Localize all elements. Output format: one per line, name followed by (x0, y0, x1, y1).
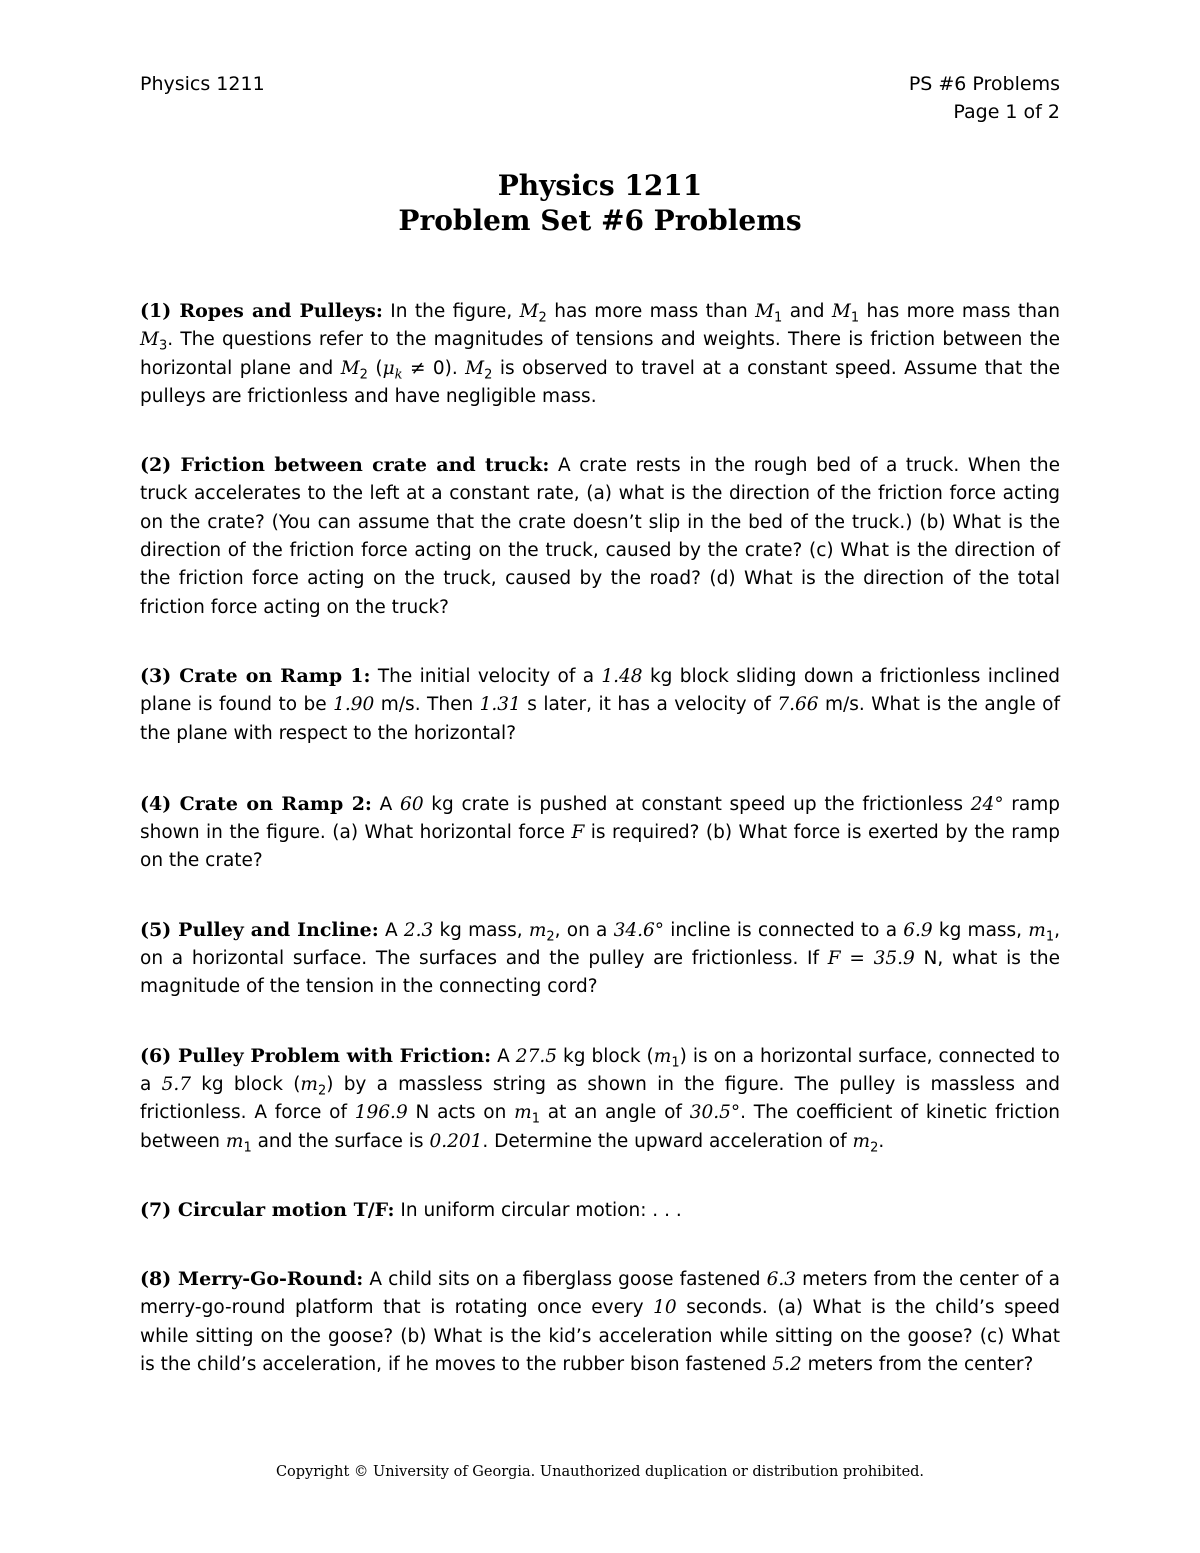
running-header-course: Physics 1211 (140, 73, 265, 95)
page-number: Page 1 of 2 (953, 101, 1060, 123)
problem-heading: (1) Ropes and Pulleys: (140, 300, 383, 322)
problem-4: (4) Crate on Ramp 2: A 60 kg crate is pushed at constant speed up the frictionless 24° ramp shown in the figure. (a) What horizontal force F is required? (b) What force is exerted by the ramp on the crate? (140, 792, 1060, 872)
problem-heading: (5) Pulley and Incline: (140, 918, 379, 941)
problem-heading: (7) Circular motion T/F: (140, 1198, 395, 1221)
copyright-footer: Copyright © University of Georgia. Unauthorized duplication or distribution prohibited. (275, 1464, 925, 1480)
problem-heading: (4) Crate on Ramp 2: (140, 792, 372, 815)
problem-heading: (6) Pulley Problem with Friction: (140, 1044, 492, 1067)
problem-7: (7) Circular motion T/F: In uniform circular motion: . . . (140, 1198, 682, 1221)
problem-list (140, 297, 1060, 1419)
problem-2: (2) Friction between crate and truck: A crate rests in the rough bed of a truck. When the truck accelerates to the left at a constant rate, (a) what is the direction of the friction force acting on the crate? (You can assume that the crate doesn’t slip in the bed of the truck.) (b) What is the direction of the friction force acting on the truck, caused by the crate? (c) What is the direction of the friction force acting on the truck, caused by the road? (d) What is the direction of the total friction force acting on the truck? (140, 454, 1060, 618)
problem-3: (3) Crate on Ramp 1: The initial velocity of a 1.48 kg block sliding down a frictionless inclined plane is found to be 1.90 m/s. Then 1.31 s later, it has a velocity of 7.66 m/s. What is the angle of the plane with respect to the horizontal? (140, 664, 1060, 744)
problem-5: (5) Pulley and Incline: A 2.3 kg mass, $m_2$, on a 34.6° incline is connected to a 6.9 kg mass, $m_1$, on a horizontal surface. The surfaces and the pulley are frictionless. If F = 35.9 N, what is the magnitude of the tension in the connecting cord? (140, 918, 1061, 998)
problem-heading: (3) Crate on Ramp 1: (140, 664, 371, 687)
title-problem-set: Problem Set #6 Problems (398, 204, 802, 237)
problem-6: (6) Pulley Problem with Friction: A 27.5 kg block $(m_1)$ is on a horizontal surface, connected to a 5.7 kg block $(m_2)$ by a massless string as shown in the figure. The pulley is massless and frictionless. A force of 196.9 N acts on $m_1$ at an angle of 30.5°. The coefficient of kinetic friction between $m_1$ and the surface is 0.201. Determine the upward acceleration of $m_2$. (140, 1044, 1060, 1156)
page-title (0, 168, 1200, 238)
problem-1: (1) Ropes and Pulleys: In the figure, $M_2$ has more mass than $M_1$ and $M_1$ has more mass than $M_3$. The questions refer to the magnitudes of tensions and weights. There is friction between the horizontal plane and $M_2$ $(\mu_k \ne 0)$. $M_2$ is observed to travel at a constant speed. Assume that the pulleys are frictionless and have negligible mass. (140, 300, 1060, 407)
problem-8: (8) Merry-Go-Round: A child sits on a fiberglass goose fastened 6.3 meters from the center of a merry-go-round platform that is rotating once every 10 seconds. (a) What is the child’s speed while sitting on the goose? (b) What is the kid’s acceleration while sitting on the goose? (c) What is the child’s acceleration, if he moves to the rubber bison fastened 5.2 meters from the center? (140, 1268, 1060, 1376)
running-header-right (909, 70, 1060, 126)
title-course: Physics 1211 (497, 169, 703, 202)
running-header-set: PS #6 Problems (908, 73, 1060, 95)
problem-heading: (8) Merry-Go-Round: (140, 1268, 364, 1291)
problem-heading: (2) Friction between crate and truck: (140, 454, 550, 477)
